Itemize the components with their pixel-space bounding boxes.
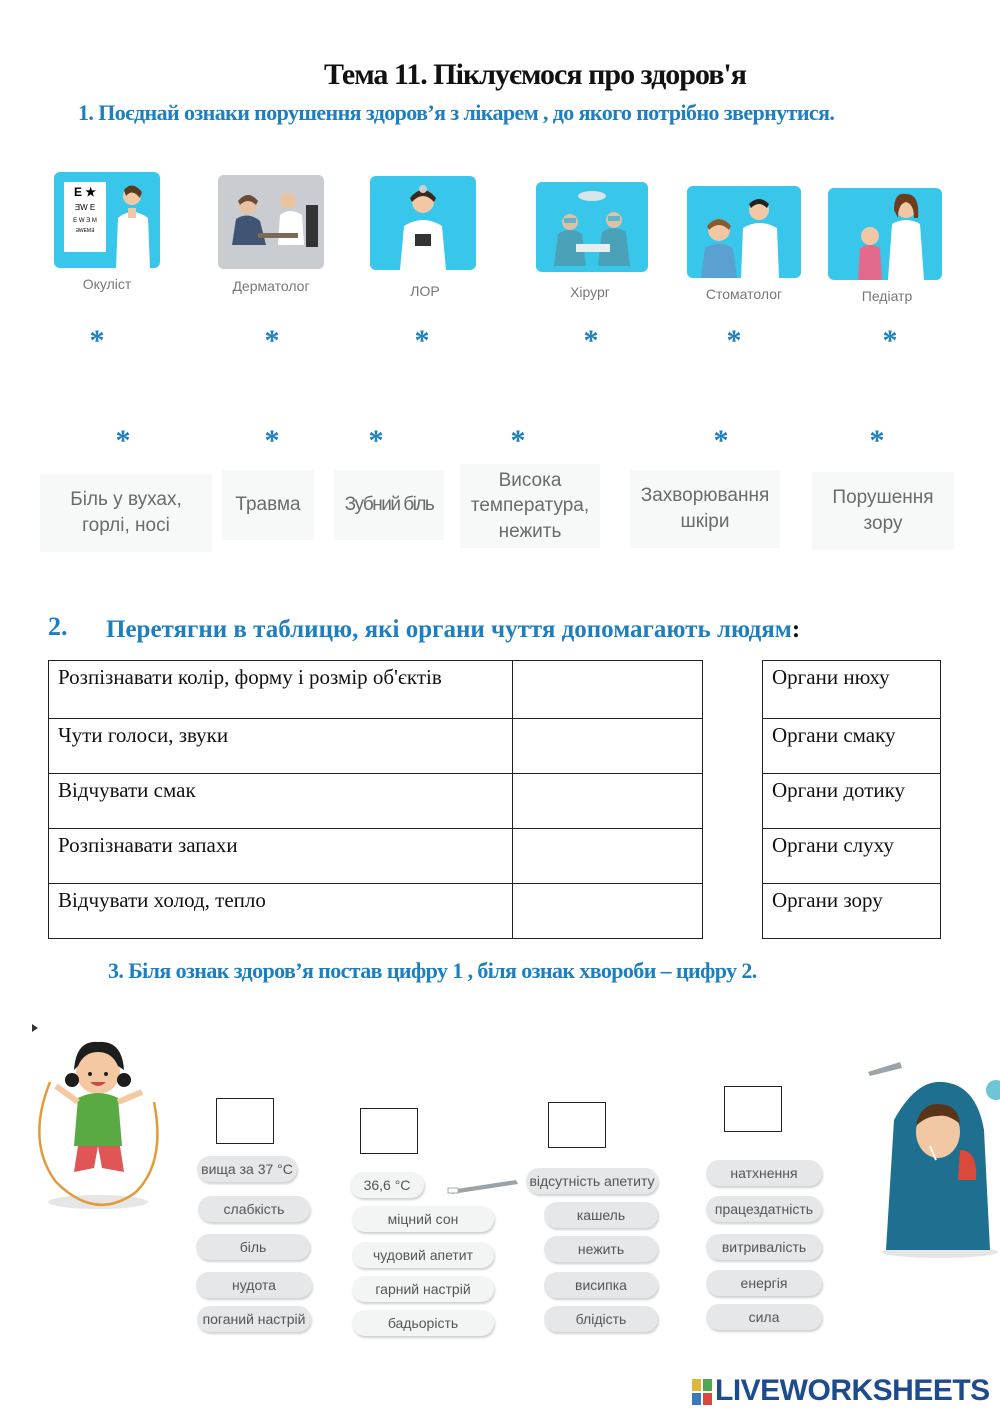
answer-box-group-1[interactable] bbox=[216, 1098, 274, 1144]
match-point-doctor-dentist[interactable]: * bbox=[726, 324, 742, 357]
symptom-skin-disease bbox=[630, 470, 780, 548]
doctor-label-dentist: Стоматолог bbox=[705, 286, 783, 302]
sign-chip: чудовий апетит bbox=[352, 1242, 494, 1268]
symptom-line: Висока bbox=[498, 469, 562, 491]
sign-chip: гарний настрій bbox=[352, 1276, 494, 1302]
drop-zone[interactable] bbox=[513, 884, 703, 939]
doctor-card-surgeon bbox=[536, 182, 648, 272]
doctor-card-ent bbox=[370, 176, 476, 270]
organs-table bbox=[762, 660, 941, 939]
match-point-symptom-ear[interactable]: * bbox=[115, 424, 131, 457]
svg-text:ƎW E: ƎW E bbox=[74, 203, 96, 212]
liveworksheets-logo-icon bbox=[692, 1379, 712, 1405]
senses-table bbox=[48, 660, 703, 939]
doctor-card-pediatrician bbox=[828, 188, 942, 280]
doctor-label-surgeon: Хірург bbox=[570, 284, 610, 300]
draggable-organ[interactable]: Органи дотику bbox=[763, 774, 941, 829]
answer-box-group-3[interactable] bbox=[548, 1102, 606, 1148]
sign-chip: поганий настрій bbox=[197, 1306, 311, 1332]
symptom-line: Захворювання bbox=[640, 485, 770, 507]
drop-zone[interactable] bbox=[513, 829, 703, 884]
table-cell-function: Чути голоси, звуки bbox=[49, 719, 513, 774]
svg-text:E W Ǝ M: E W Ǝ M bbox=[73, 218, 97, 224]
table-row bbox=[49, 884, 703, 939]
dentist-icon bbox=[687, 186, 801, 278]
doctor-label-oculist: Окуліст bbox=[82, 276, 132, 292]
match-point-symptom-vision[interactable]: * bbox=[869, 424, 885, 457]
table-row bbox=[49, 719, 703, 774]
thermometer-icon bbox=[446, 1176, 522, 1194]
symptom-ear-throat-nose bbox=[40, 474, 212, 552]
sign-chip: 36,6 °С bbox=[350, 1172, 424, 1198]
match-point-symptom-injury[interactable]: * bbox=[264, 424, 280, 457]
symptom-line: нежить bbox=[498, 520, 562, 542]
page-title: Тема 11. Піклуємося про здоров'я bbox=[324, 58, 746, 91]
task2-heading-text: Перетягни в таблицю, які органи чуття допомагають людям bbox=[106, 616, 792, 643]
task2-heading-colon: : bbox=[791, 616, 801, 643]
sign-chip: нежить bbox=[544, 1236, 658, 1262]
table-cell-function: Відчувати смак bbox=[49, 774, 513, 829]
surgeon-icon bbox=[536, 182, 648, 272]
sign-chip: сила bbox=[706, 1304, 822, 1330]
task2-heading bbox=[106, 616, 800, 644]
table-row bbox=[763, 719, 941, 774]
drop-zone[interactable] bbox=[513, 774, 703, 829]
symptom-line: температура, bbox=[470, 495, 590, 517]
table-cell-function: Розпізнавати колір, форму і розмір об'єктів bbox=[49, 661, 513, 719]
ent-doctor-icon bbox=[370, 176, 476, 270]
symptom-fever-runny-nose bbox=[460, 464, 600, 548]
eye-chart-doctor-icon bbox=[54, 172, 160, 268]
svg-text:E ★: E ★ bbox=[73, 185, 97, 199]
match-point-symptom-skin[interactable]: * bbox=[713, 424, 729, 457]
sign-chip: витривалість bbox=[706, 1234, 822, 1260]
drop-zone[interactable] bbox=[513, 719, 703, 774]
sign-chip: блідість bbox=[544, 1306, 658, 1332]
sign-chip: слабкість bbox=[198, 1196, 310, 1222]
symptom-toothache bbox=[334, 470, 444, 540]
draggable-organ[interactable]: Органи слуху bbox=[763, 829, 941, 884]
liveworksheets-logo bbox=[692, 1374, 990, 1408]
task3-heading: 3. Біля ознак здоров’я постав цифру 1 , біля ознак хвороби – цифру 2. bbox=[108, 958, 757, 983]
table-row bbox=[49, 829, 703, 884]
match-point-symptom-fever[interactable]: * bbox=[510, 424, 526, 457]
liveworksheets-logo-text: LIVEWORKSHEETS bbox=[715, 1374, 990, 1407]
match-point-symptom-tooth[interactable]: * bbox=[368, 424, 384, 457]
sick-boy-illustration bbox=[866, 1060, 1000, 1260]
symptom-line: зору bbox=[863, 513, 903, 534]
symptom-line: шкіри bbox=[680, 511, 730, 532]
match-point-doctor-surgeon[interactable]: * bbox=[583, 324, 599, 357]
sign-chip: біль bbox=[196, 1234, 310, 1260]
draggable-organ[interactable]: Органи зору bbox=[763, 884, 941, 939]
sign-chip: відсутність апетиту bbox=[526, 1168, 658, 1194]
match-point-doctor-pediatrician[interactable]: * bbox=[882, 324, 898, 357]
doctor-label-ent: ЛОР bbox=[410, 283, 440, 299]
sign-chip: вища за 37 °С bbox=[197, 1156, 297, 1182]
doctor-card-dermatologist bbox=[218, 175, 324, 269]
table-cell-function: Відчувати холод, тепло bbox=[49, 884, 513, 939]
table-cell-function: Розпізнавати запахи bbox=[49, 829, 513, 884]
task2-number: 2. bbox=[48, 612, 68, 641]
svg-text:ƎWEMƎ: ƎWEMƎ bbox=[75, 228, 95, 234]
table-row bbox=[49, 774, 703, 829]
symptom-vision-problem bbox=[812, 472, 954, 550]
draggable-organ[interactable]: Органи нюху bbox=[763, 661, 941, 719]
sign-chip: міцний сон bbox=[352, 1206, 494, 1232]
answer-box-group-4[interactable] bbox=[724, 1086, 782, 1132]
symptom-line: Порушення bbox=[832, 487, 934, 509]
symptom-line: Біль у вухах, bbox=[70, 489, 182, 511]
doctor-card-oculist bbox=[54, 172, 160, 268]
table-row bbox=[49, 661, 703, 719]
dermatologist-icon bbox=[218, 175, 324, 269]
symptom-injury bbox=[222, 470, 314, 540]
doctor-card-dentist bbox=[687, 186, 801, 278]
pediatrician-icon bbox=[828, 188, 942, 280]
symptom-line: горлі, носі bbox=[82, 515, 170, 536]
sign-chip: кашель bbox=[544, 1202, 658, 1228]
table-row bbox=[763, 774, 941, 829]
drop-zone[interactable] bbox=[513, 661, 703, 719]
symptom-line: Зубний біль bbox=[344, 494, 434, 516]
task1-heading: 1. Поєднай ознаки порушення здоров’я з лікарем , до якого потрібно звернутися. bbox=[78, 100, 835, 125]
table-row bbox=[763, 884, 941, 939]
table-row bbox=[763, 661, 941, 719]
sign-chip: працездатність bbox=[706, 1196, 822, 1222]
sign-chip: бадьорість bbox=[352, 1310, 494, 1336]
draggable-organ[interactable]: Органи смаку bbox=[763, 719, 941, 774]
sign-chip: нудота bbox=[196, 1272, 312, 1298]
match-point-doctor-oculist[interactable]: * bbox=[89, 324, 105, 357]
sign-chip: енергія bbox=[706, 1270, 822, 1296]
girl-jumping-rope-illustration bbox=[26, 1022, 176, 1212]
match-point-doctor-ent[interactable]: * bbox=[414, 324, 430, 357]
sign-chip: висипка bbox=[544, 1272, 658, 1298]
table-row bbox=[763, 829, 941, 884]
match-point-doctor-dermatologist[interactable]: * bbox=[264, 324, 280, 357]
symptom-line: Травма bbox=[235, 494, 301, 516]
doctor-label-dermatologist: Дерматолог bbox=[232, 278, 310, 294]
sign-chip: натхнення bbox=[706, 1160, 822, 1186]
answer-box-group-2[interactable] bbox=[360, 1108, 418, 1154]
doctor-label-pediatrician: Педіатр bbox=[861, 288, 913, 304]
